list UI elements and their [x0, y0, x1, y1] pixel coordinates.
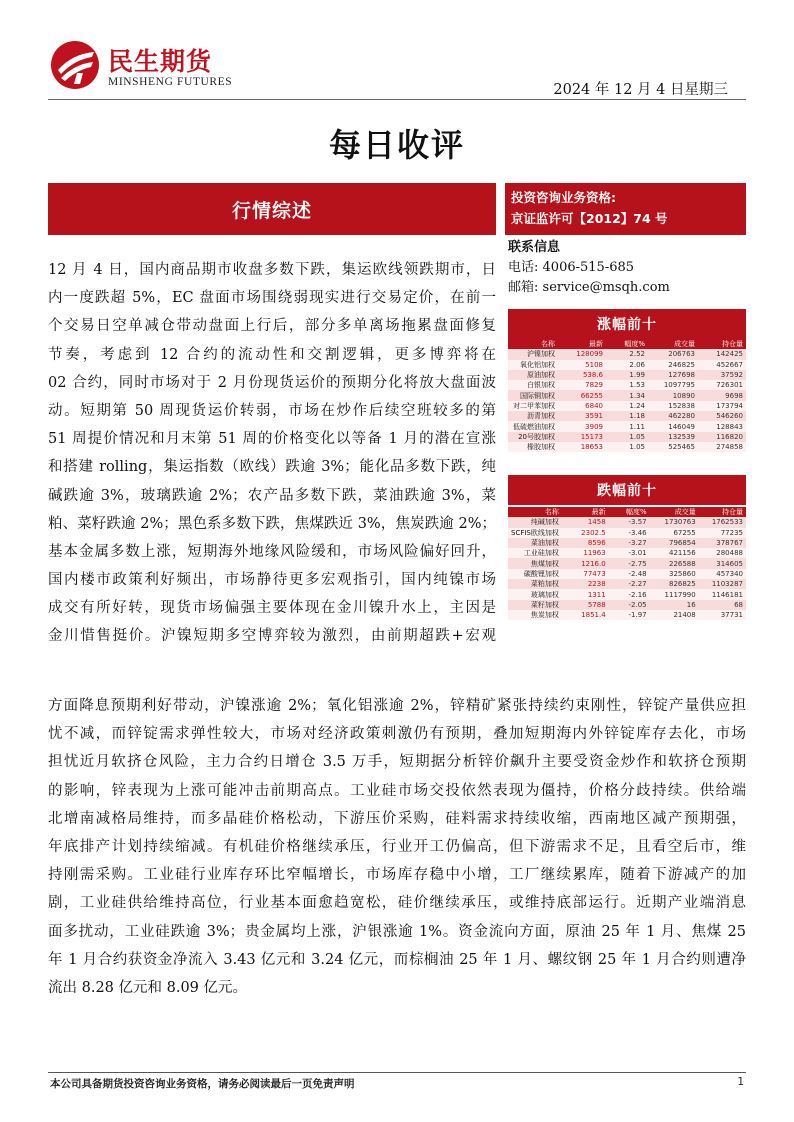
volume: 16 [650, 600, 699, 610]
header-open-interest: 持仓量 [699, 507, 746, 517]
paragraph-line: 的影响，锌表现为上涨可能冲击前期高点。工业硅市场交投依然表现为僵持，价格分歧持续。供给端 [48, 782, 746, 799]
volume: 132539 [648, 432, 698, 442]
brand-name-cn: 民生期货 [108, 47, 213, 76]
change-pct: 1.24 [606, 401, 648, 411]
table-row [508, 548, 746, 558]
contract-name: 原油加权 [508, 370, 558, 380]
table-row [508, 579, 746, 589]
gainers-title-text: 涨幅前十 [597, 317, 657, 333]
table-row [508, 360, 746, 370]
table-row [508, 432, 746, 442]
market-summary-text-narrow [48, 256, 496, 651]
phone-label: 电话: [508, 260, 539, 275]
volume: 206763 [648, 349, 698, 359]
email-value: service@msqh.com [542, 280, 670, 295]
contract-name: 白银加权 [508, 380, 558, 390]
paragraph-line: 国内楼市政策利好频出，市场静待更多宏观指引，国内纯镍市场 [48, 572, 496, 589]
change-pct: -3.27 [609, 538, 650, 548]
open-interest: 1762533 [699, 517, 746, 527]
contract-name: 焦煤加权 [508, 558, 562, 568]
latest-price: 66255 [558, 390, 606, 400]
paragraph-line: 内一度跌超 5%，EC 盘面市场围绕弱现实进行交易定价，在前一 [48, 290, 496, 307]
contract-name: 沪镍加权 [508, 349, 558, 359]
open-interest: 274858 [698, 442, 746, 452]
paragraph-line: 流出 8.28 亿元和 8.09 亿元。 [48, 979, 248, 996]
email-label: 邮箱: [508, 280, 539, 295]
footer-disclaimer: 本公司具备期货投资咨询业务资格，请务必阅读最后一页免责声明 [50, 1078, 355, 1090]
latest-price: 2302.5 [562, 528, 609, 538]
change-pct: 1.18 [606, 411, 648, 421]
volume: 826825 [650, 579, 699, 589]
contract-name: 菜籽加权 [508, 600, 562, 610]
volume: 127698 [648, 370, 698, 380]
open-interest: 9698 [698, 390, 746, 400]
table-row [508, 349, 746, 359]
contract-name: 纯碱加权 [508, 517, 562, 527]
contract-name: 碳酸锂加权 [508, 569, 562, 579]
losers-header-row [508, 507, 746, 517]
open-interest: 37592 [698, 370, 746, 380]
page-title: 每日收评 [328, 126, 465, 164]
paragraph-line: 忧不减，而锌锭需求弹性较大，市场对经济政策刺激仍有预期，叠加短期海内外锌锭库存去化，市场 [48, 726, 746, 743]
phone-value: 4006-515-685 [542, 260, 635, 275]
contract-name: 氧化铝加权 [508, 360, 558, 370]
latest-price: 538.6 [558, 370, 606, 380]
change-pct: -2.48 [609, 569, 650, 579]
losers-title-text: 跌幅前十 [597, 483, 657, 499]
volume: 67255 [650, 528, 699, 538]
change-pct: -3.01 [609, 548, 650, 558]
volume: 462280 [648, 411, 698, 421]
table-row [508, 421, 746, 431]
open-interest: 546260 [698, 411, 746, 421]
volume: 226588 [650, 558, 699, 568]
open-interest: 378767 [699, 538, 746, 548]
change-pct: -2.75 [609, 558, 650, 568]
contract-name: 菜油加权 [508, 538, 562, 548]
volume: 1117990 [650, 589, 699, 599]
volume: 21408 [650, 610, 699, 620]
contract-name: 20号胶加权 [508, 432, 558, 442]
header-divider [48, 99, 746, 100]
volume: 10890 [648, 390, 698, 400]
table-row [508, 517, 746, 527]
paragraph-line: 12 月 4 日，国内商品期市收盘多数下跌，集运欧线领跌期市，日 [48, 262, 496, 278]
latest-price: 8596 [562, 538, 609, 548]
contact-heading: 联系信息 [508, 240, 561, 255]
gainers-table [508, 339, 746, 452]
volume: 421156 [650, 548, 699, 558]
change-pct: -2.16 [609, 589, 650, 599]
latest-price: 77473 [562, 569, 609, 579]
table-row [508, 600, 746, 610]
latest-price: 11963 [562, 548, 609, 558]
latest-price: 1458 [562, 517, 609, 527]
gainers-table-title [508, 309, 746, 339]
latest-price: 7829 [558, 380, 606, 390]
paragraph-line: 北增南减格局维持，而多晶硅价格松动，下游压价采购，硅料需求持续收缩，西南地区减产预期强， [48, 810, 746, 827]
header-name: 名称 [508, 339, 558, 349]
paragraph-line: 和搭建 rolling，集运指数（欧线）跌逾 3%；能化品多数下跌，纯 [48, 459, 496, 476]
table-row [508, 589, 746, 599]
latest-price: 18653 [558, 442, 606, 452]
paragraph-line: 节奏，考虑到 12 合约的流动性和交割逻辑，更多博弈将在 [48, 346, 496, 363]
gainers-header-row [508, 339, 746, 349]
losers-table-title [508, 475, 746, 505]
paragraph-line: 担忧近月软挤仓风险，主力合约日增仓 3.5 万手，短期据分析锌价飙升主要受资金炒作和软挤仓预期 [48, 754, 746, 771]
paragraph-line: 剧，工业硅供给维持高位，行业基本面愈趋宽松，硅价继续承压，或维持底部运行。近期产业端消息 [48, 895, 746, 912]
volume: 146049 [648, 421, 698, 431]
losers-table [508, 507, 746, 620]
contact-phone-row [508, 258, 748, 278]
change-pct: 1.34 [606, 390, 648, 400]
latest-price: 1851.4 [562, 610, 609, 620]
change-pct: 1.05 [606, 442, 648, 452]
latest-price: 15173 [558, 432, 606, 442]
contract-name: 低硫燃油加权 [508, 421, 558, 431]
latest-price: 6840 [558, 401, 606, 411]
open-interest: 37731 [699, 610, 746, 620]
latest-price: 3909 [558, 421, 606, 431]
change-pct: -3.57 [609, 517, 650, 527]
table-row [508, 411, 746, 421]
change-pct: 2.52 [606, 349, 648, 359]
contract-name: 橡胶加权 [508, 442, 558, 452]
qualification-box [505, 183, 746, 235]
paragraph-line: 个交易日空单减仓带动盘面上行后，部分多单离场拖累盘面修复 [48, 318, 496, 335]
paragraph-line: 基本金属多数上涨，短期海外地缘风险缓和，市场风险偏好回升， [48, 543, 496, 560]
volume: 152838 [648, 401, 698, 411]
change-pct: -1.97 [609, 610, 650, 620]
change-pct: 2.06 [606, 360, 648, 370]
contract-name: SCFIS欧线加权 [508, 528, 562, 538]
paragraph-line: 面多扰动，工业硅跌逾 3%；贵金属均上涨，沪银涨逾 1%。资金流向方面，原油 25 年 1 月、焦煤 25 [48, 923, 746, 940]
table-row [508, 380, 746, 390]
header-open-interest: 持仓量 [698, 339, 746, 349]
table-row [508, 528, 746, 538]
table-row [508, 558, 746, 568]
open-interest: 77235 [699, 528, 746, 538]
paragraph-line: 51 周提价情况和月末第 51 周的价格变化以等备 1 月的潜在宣涨 [48, 431, 496, 448]
volume: 246825 [648, 360, 698, 370]
header-volume: 成交量 [650, 507, 699, 517]
contract-name: 工业硅加权 [508, 548, 562, 558]
table-row [508, 538, 746, 548]
contract-name: 沥青加权 [508, 411, 558, 421]
paragraph-line: 碱跌逾 3%，玻璃跌逾 2%；农产品多数下跌，菜油跌逾 3%，菜 [48, 487, 496, 504]
open-interest: 452667 [698, 360, 746, 370]
header-latest: 最新 [558, 339, 606, 349]
latest-price: 1216.0 [562, 558, 609, 568]
volume: 1097795 [648, 380, 698, 390]
market-summary-text-wide [48, 692, 746, 1002]
table-row [508, 610, 746, 620]
latest-price: 3591 [558, 411, 606, 421]
open-interest: 116820 [698, 432, 746, 442]
footer-divider [48, 1072, 746, 1073]
change-pct: -3.46 [609, 528, 650, 538]
table-row [508, 370, 746, 380]
header-change: 幅度% [606, 339, 648, 349]
section-title: 行情综述 [231, 199, 312, 222]
page-number: 1 [737, 1076, 744, 1088]
contact-email-row [508, 278, 748, 298]
table-row [508, 569, 746, 579]
qualification-line-2: 京证监许可【2012】74 号 [511, 211, 668, 226]
change-pct: -2.27 [609, 579, 650, 589]
change-pct: 1.99 [606, 370, 648, 380]
header-name: 名称 [508, 507, 562, 517]
section-title-banner [48, 183, 496, 235]
paragraph-line: 方面降息预期利好带动，沪镍涨逾 2%；氧化铝涨逾 2%，锌精矿紧张持续约束刚性，锌锭产量供应担 [48, 698, 746, 714]
volume: 325860 [650, 569, 699, 579]
brand-name-en: MINSHENG FUTURES [108, 76, 233, 88]
open-interest: 128843 [698, 421, 746, 431]
report-date: 2024 年 12 月 4 日星期三 [553, 82, 728, 98]
latest-price: 2238 [562, 579, 609, 589]
volume: 525465 [648, 442, 698, 452]
open-interest: 314605 [699, 558, 746, 568]
paragraph-line: 成交有所好转，现货市场偏强主要体现在金川镍升水上，主因是 [48, 600, 496, 617]
header-change: 幅度% [609, 507, 650, 517]
open-interest: 68 [699, 600, 746, 610]
contract-name: 焦炭加权 [508, 610, 562, 620]
paragraph-line: 粕、菜籽跌逾 2%；黑色系多数下跌，焦煤跌近 3%，焦炭跌逾 2%； [48, 515, 496, 532]
open-interest: 726301 [698, 380, 746, 390]
latest-price: 1311 [562, 589, 609, 599]
paragraph-line: 金川惜售挺价。沪镍短期多空博弈较为激烈，由前期超跌+宏观 [48, 628, 496, 645]
paragraph-line: 持刚需采购。工业硅行业库存环比窄幅增长，市场库存稳中小增，工厂继续累库，随着下游减产的加 [48, 867, 746, 884]
change-pct: 1.11 [606, 421, 648, 431]
change-pct: 1.05 [606, 432, 648, 442]
paragraph-line: 年底排产计划持续缩减。有机硅价格继续承压，行业开工仍偏高，但下游需求不足，且看空后市，维 [48, 838, 746, 855]
paragraph-line: 动。短期第 50 周现货运价转弱，市场在炒作后续空班较多的第 [48, 402, 496, 419]
header-volume: 成交量 [648, 339, 698, 349]
paragraph-line: 02 合约，同时市场对于 2 月份现货运价的预期分化将放大盘面波 [48, 374, 496, 391]
latest-price: 128099 [558, 349, 606, 359]
brand-logo [50, 40, 250, 92]
open-interest: 142425 [698, 349, 746, 359]
change-pct: 1.53 [606, 380, 648, 390]
contract-name: 玻璃加权 [508, 589, 562, 599]
open-interest: 1146181 [699, 589, 746, 599]
table-row [508, 390, 746, 400]
paragraph-line: 年 1 月合约获资金净流入 3.43 亿元和 3.24 亿元，而棕榈油 25 年 1 月、螺纹钢 25 年 1 月合约则遭净 [48, 951, 746, 968]
contract-name: 菜粕加权 [508, 579, 562, 589]
open-interest: 457340 [699, 569, 746, 579]
header-latest: 最新 [562, 507, 609, 517]
table-row [508, 442, 746, 452]
volume: 796854 [650, 538, 699, 548]
volume: 1730763 [650, 517, 699, 527]
latest-price: 5788 [562, 600, 609, 610]
change-pct: -2.05 [609, 600, 650, 610]
table-row [508, 401, 746, 411]
open-interest: 1103287 [699, 579, 746, 589]
latest-price: 5108 [558, 360, 606, 370]
contact-info [508, 238, 748, 298]
open-interest: 173794 [698, 401, 746, 411]
contract-name: 国际铜加权 [508, 390, 558, 400]
qualification-line-1: 投资咨询业务资格: [511, 190, 616, 205]
contract-name: 对二甲苯加权 [508, 401, 558, 411]
open-interest: 280488 [699, 548, 746, 558]
minsheng-logo-icon [50, 40, 100, 90]
